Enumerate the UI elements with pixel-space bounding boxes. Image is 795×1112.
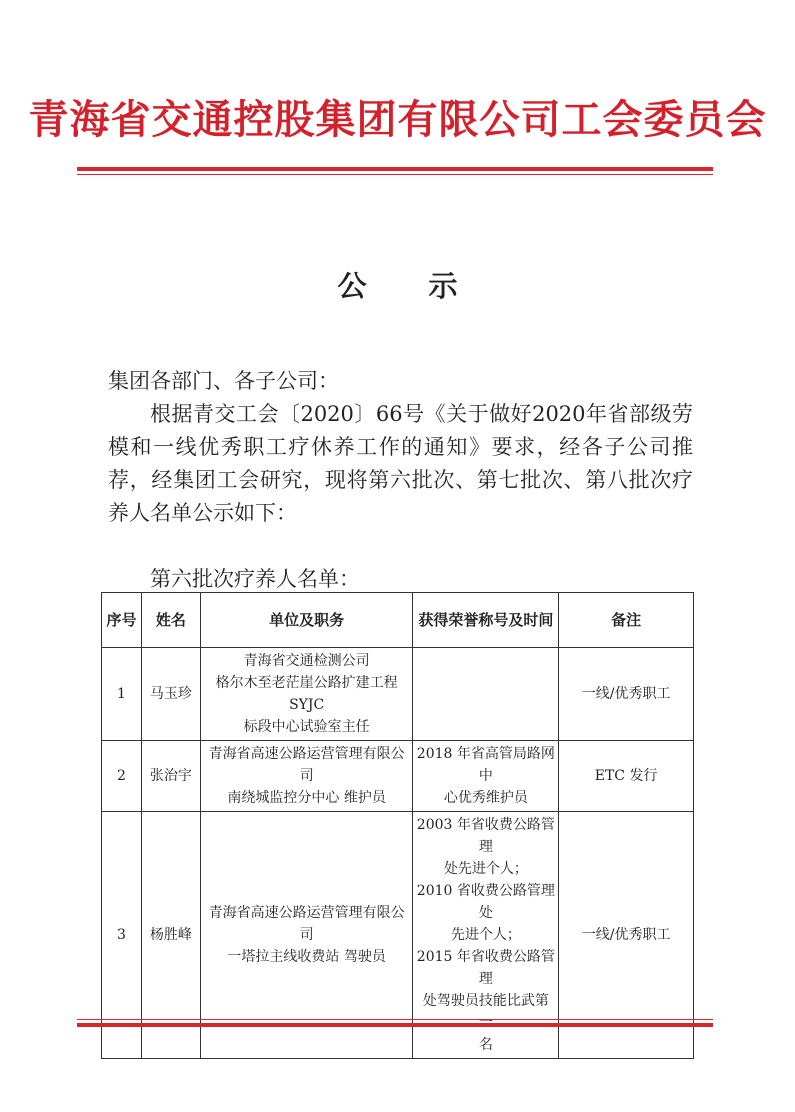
cell-honor-line: 名 — [478, 1037, 493, 1053]
doc-title: 公 示 — [337, 269, 484, 303]
org-title: 青海省交通控股集团有限公司工会委员会 — [28, 97, 767, 143]
cell-honor-line: 心优秀维护员 — [443, 790, 528, 806]
header-note: 备注 — [559, 593, 694, 648]
table-header-row — [102, 593, 694, 648]
cell-no: 2 — [102, 741, 142, 812]
cell-unit — [200, 741, 413, 812]
cell-honor-line: 处驾驶员技能比武第 — [422, 993, 549, 1009]
cell-name: 杨胜峰 — [141, 812, 200, 1059]
cell-no: 1 — [102, 648, 142, 741]
list-caption: 第六批次疗养人名单： — [150, 567, 360, 591]
cell-unit — [200, 648, 413, 741]
cell-unit-line: 青海省高速公路运营管理有限公司 — [208, 905, 405, 943]
header-name: 姓名 — [141, 593, 200, 648]
cell-unit-line: 南绕城监控分中心 维护员 — [227, 790, 386, 806]
header-rule-thick — [77, 167, 713, 171]
cell-honor-line: 2015 年省收费公路管理 — [416, 949, 555, 987]
cell-unit-line: 标段中心试验室主任 — [243, 719, 370, 735]
cell-note: 一线/优秀职工 — [559, 648, 694, 741]
notice-body — [108, 365, 693, 530]
table-row — [102, 812, 694, 1059]
cell-honor-line: 2003 年省收费公路管理 — [416, 817, 555, 855]
cell-honor — [413, 648, 559, 741]
header-unit: 单位及职务 — [200, 593, 413, 648]
salutation: 集团各部门、各子公司： — [108, 369, 339, 393]
cell-unit-line: 青海省交通检测公司 — [243, 653, 370, 669]
footer-rule-thick — [77, 1023, 713, 1027]
cell-unit-line: 青海省高速公路运营管理有限公司 — [208, 746, 405, 784]
table-row — [102, 648, 694, 741]
table-row — [102, 741, 694, 812]
cell-honor-line: 先进个人； — [450, 927, 521, 943]
cell-honor — [413, 812, 559, 1059]
roster-table — [101, 592, 694, 1059]
cell-honor — [413, 741, 559, 812]
notice-paragraph: 根据青交工会〔2020〕66号《关于做好2020年省部级劳模和一线优秀职工疗休养工作的通知》要求，经各子公司推荐，经集团工会研究，现将第六批次、第七批次、第八批次疗养人名单公示如下： — [108, 402, 693, 525]
cell-honor-line: 2018 年省高管局路网中 — [416, 746, 555, 784]
cell-name: 张治宇 — [141, 741, 200, 812]
cell-note: ETC 发行 — [559, 741, 694, 812]
header-no: 序号 — [102, 593, 142, 648]
cell-unit — [200, 812, 413, 1059]
cell-honor-line: 2010 省收费公路管理处 — [416, 883, 555, 921]
footer-rule-thin — [77, 1019, 713, 1020]
header-honor: 获得荣誉称号及时间 — [413, 593, 559, 648]
cell-name: 马玉珍 — [141, 648, 200, 741]
cell-honor-line: 处先进个人； — [443, 861, 528, 877]
cell-no: 3 — [102, 812, 142, 1059]
header-rule-thin — [77, 174, 713, 175]
cell-unit-line: 一塔拉主线收费站 驾驶员 — [227, 949, 386, 965]
cell-unit-line: 格尔木至老茫崖公路扩建工程 SYJC — [215, 675, 398, 713]
cell-note: 一线/优秀职工 — [559, 812, 694, 1059]
